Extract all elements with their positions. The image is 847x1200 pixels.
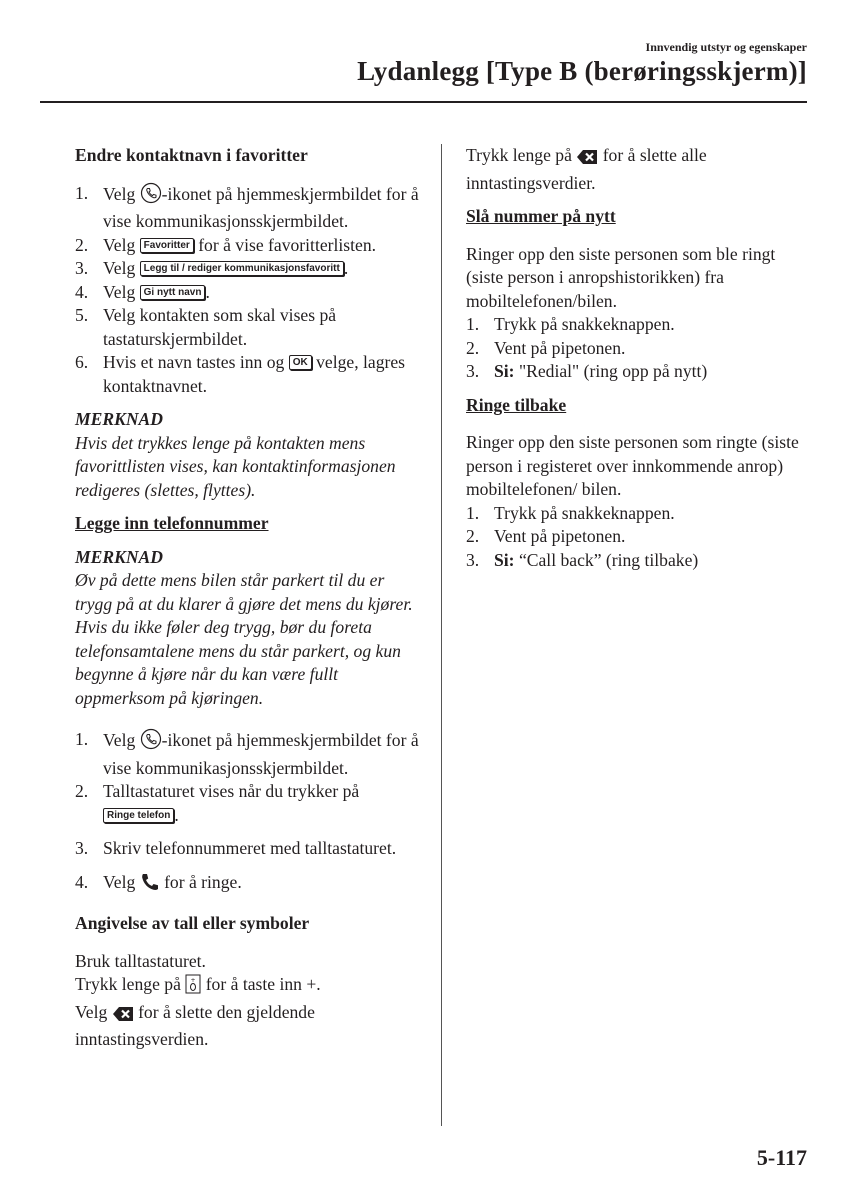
enter-number-steps — [75, 728, 425, 898]
list-item: 3. Skriv telefonnummeret med talltastaturet. — [75, 838, 397, 858]
list-item: 1. Velg -ikonet på hjemmeskjermbildet for å vise kommunikasjonsskjermbildet. — [75, 182, 419, 231]
favorites-button[interactable]: Favoritter — [140, 238, 194, 253]
list-item: 3. Si: "Redial" (ring opp på nytt) — [466, 361, 708, 381]
zero-plus-key-icon — [185, 974, 201, 1001]
note-title: MERKNAD — [75, 409, 163, 429]
list-item: 3. Si: “Call back” (ring tilbake) — [466, 549, 699, 570]
list-item: 2. Velg Favoritter for å vise favoritterlisten. — [75, 234, 377, 255]
ok-button[interactable]: OK — [289, 355, 312, 370]
list-item: 2. Vent på pipetonen. — [466, 337, 626, 358]
list-item: 4. Velg for å ringe. — [75, 871, 425, 899]
paragraph: Ringer opp den siste personen som ble ringt (siste person i anropshistorikken) fra mobiltelefonen/bilen. — [466, 243, 776, 311]
page-title: Lydanlegg [Type B (berøringsskjerm)] — [357, 56, 807, 86]
phone-icon — [140, 872, 160, 899]
heading-call-back: Ringe tilbake — [466, 394, 567, 415]
rename-button[interactable]: Gi nytt navn — [140, 285, 206, 300]
paragraph: Trykk lenge på + for å taste inn +. — [75, 973, 425, 1001]
call-back-steps — [466, 502, 811, 573]
list-item: 1. Trykk på snakkeknappen. — [466, 502, 675, 523]
header-rule — [40, 101, 807, 103]
add-edit-favorite-button[interactable]: Legg til / rediger kommunikasjonsfavoritt — [140, 261, 344, 276]
heading-enter-phone-number: Legge inn telefonnummer — [75, 513, 269, 533]
list-item: 4. Velg Gi nytt navn . — [75, 281, 210, 302]
communication-icon — [140, 728, 162, 757]
list-item: 3. Velg Legg til / rediger kommunikasjonsfavoritt . — [75, 258, 349, 278]
svg-text:+: + — [190, 977, 196, 984]
redial-steps — [466, 313, 811, 384]
paragraph: Ringer opp den siste personen som ringte (siste person i registeret over innkommende anrop) mobiltelefonen/ bilen. — [466, 432, 799, 499]
edit-favorite-steps — [75, 182, 425, 399]
heading-redial: Slå nummer på nytt — [466, 206, 616, 226]
note-title: MERKNAD — [75, 546, 163, 567]
list-item: 1. Velg -ikonet på hjemmeskjermbildet for å vise kommunikasjonsskjermbildet. — [75, 729, 419, 778]
backspace-icon — [576, 148, 598, 172]
column-divider — [441, 144, 442, 1126]
communication-icon — [140, 182, 162, 211]
list-item: 6. Hvis et navn tastes inn og OK velge, lagres kontaktnavnet. — [75, 352, 406, 396]
page-number: 5-117 — [756, 1145, 807, 1170]
list-item: 2. Talltastaturet vises når du trykker på Ringe telefon . — [75, 781, 360, 825]
heading-numbers-symbols: Angivelse av tall eller symboler — [75, 913, 310, 933]
note-text: Øv på dette mens bilen står parkert til du er trygg på at du klarer å gjøre det mens du kjører. Hvis du ikke føler deg trygg, bør du foreta telefonsamtalene mens du står parkert, og kun begynne å kjøre når du kan være fullt oppmerksom på kjøringen. — [75, 570, 413, 708]
list-item: 5. Velg kontakten som skal vises på tastaturskjermbildet. — [75, 305, 337, 349]
note-text: Hvis det trykkes lenge på kontakten mens favorittlisten vises, kan kontaktinformasjonen redigeres (slettes, flyttes). — [75, 432, 396, 500]
list-item: 1. Trykk på snakkeknappen. — [466, 314, 675, 334]
heading-edit-favorite-name: Endre kontaktnavn i favoritter — [75, 145, 308, 165]
paragraph: Bruk talltastaturet. — [75, 950, 206, 971]
paragraph: Trykk lenge på for å slette alle inntastingsverdier. — [466, 145, 707, 193]
right-column — [466, 144, 811, 572]
list-item: 2. Vent på pipetonen. — [466, 526, 626, 546]
section-header: Innvendig utstyr og egenskaper — [645, 40, 807, 54]
call-phone-button[interactable]: Ringe telefon — [103, 808, 174, 823]
backspace-icon — [112, 1005, 134, 1029]
paragraph: Velg for å slette den gjeldende inntastingsverdien. — [75, 1001, 315, 1049]
left-column — [75, 144, 425, 1052]
